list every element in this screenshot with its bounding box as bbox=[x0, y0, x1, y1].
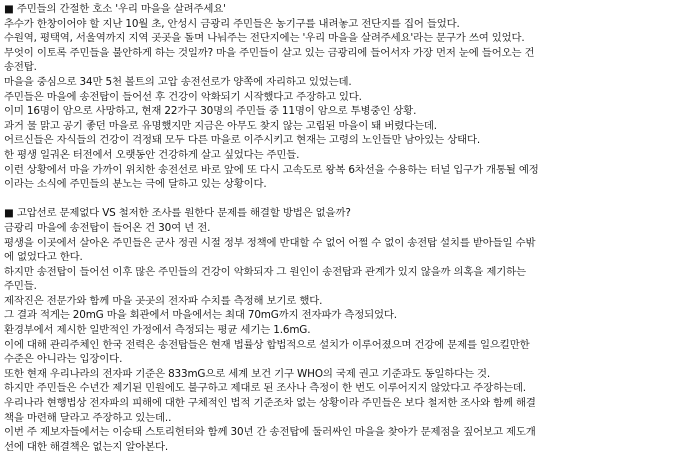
section-2-heading: ■ 고압선로 문제없다 VS 철저한 조사를 원한다 문제를 해결할 방법은 없을까? bbox=[4, 207, 351, 220]
paragraph-line: 하지만 주민들은 수년간 제기된 민원에도 불구하고 제대로 된 조사나 측정이 한 번도 이루어지지 않았다고 주장하는데. bbox=[4, 382, 526, 395]
paragraph-line: 이번 주 제보자들에서는 이승태 스토리헌터와 함께 30년 간 송전탑에 둘러싸인 마을을 찾아가 문제점을 짚어보고 제도개 bbox=[4, 426, 536, 439]
paragraph-line: 송전탑. bbox=[4, 61, 37, 74]
paragraph-line: 환경부에서 제시한 일반적인 가정에서 측정되는 평균 세기는 1.6mG. bbox=[4, 324, 311, 337]
paragraph-line: 주민들. bbox=[4, 280, 37, 293]
paragraph-line: 이미 16명이 암으로 사망하고, 현재 22가구 30명의 주민들 중 11명이 암으로 투병중인 상황. bbox=[4, 105, 417, 118]
paragraph-line: 추수가 한창이어야 할 지난 10월 초, 안성시 금광리 주민들은 농기구를 내려놓고 전단지를 집어 들었다. bbox=[4, 17, 460, 30]
paragraph-line: 우리나라 현행법상 전자파의 피해에 대한 구체적인 법적 기준조차 없는 상황이라 주민들은 보다 철저한 조사와 함께 해결 bbox=[4, 397, 536, 410]
paragraph-line: 마을을 중심으로 34만 5천 볼트의 고압 송전선로가 양쪽에 자리하고 있었는데. bbox=[4, 75, 352, 88]
paragraph-line: 이런 상황에서 마을 가까이 위치한 송전선로 바로 앞에 또 다시 고속도로 왕복 6차선을 수용하는 터널 입구가 개통될 예정 bbox=[4, 163, 539, 176]
paragraph-line: 이라는 소식에 주민들의 분노는 극에 달하고 있는 상황이다. bbox=[4, 178, 267, 191]
paragraph-line: 주민들은 마을에 송전탑이 들어선 후 건강이 악화되기 시작했다고 주장하고 있다. bbox=[4, 90, 362, 103]
paragraph-line: 그 결과 적게는 20mG 마을 회관에서 마을에서는 최대 70mG까지 전자파가 측정되었다. bbox=[4, 309, 397, 322]
paragraph-line: 하지만 송전탑이 들어선 이후 많은 주민들의 건강이 악화되자 그 원인이 송전탑과 관계가 있지 않을까 의혹을 제기하는 bbox=[4, 265, 526, 278]
section-1-heading: ■ 주민들의 간절한 호소 '우리 마을을 살려주세요' bbox=[4, 3, 226, 15]
paragraph-line: 또한 현재 우리나라의 전자파 기준은 833mG으로 세계 보건 기구 WHO의 국제 권고 기준과도 동일하다는 것. bbox=[4, 367, 491, 380]
paragraph-line: 선에 대한 해결책은 없는지 알아본다. bbox=[4, 440, 169, 453]
paragraph-line: 이에 대해 관리주체인 한국 전력은 송전탑들은 현재 법률상 합법적으로 설치가 이루어졌으며 건강에 문제를 일으킬만한 bbox=[4, 338, 530, 351]
paragraph-line: 에 없었다고 한다. bbox=[4, 251, 83, 264]
paragraph-line: 평생을 이곳에서 살아온 주민들은 군사 정권 시절 정부 정책에 반대할 수 없어 어쩔 수 없이 송전탑 설치를 받아들일 수밖 bbox=[4, 236, 536, 249]
paragraph-line: 수준은 아니라는 입장이다. bbox=[4, 353, 123, 366]
paragraph-line: 수원역, 평택역, 서울역까지 지역 곳곳을 돌며 나눠주는 전단지에는 '우리 마을을 살려주세요'라는 문구가 쓰여 있었다. bbox=[4, 32, 525, 45]
paragraph-line: 책을 마련해 달라고 주장하고 있는데.. bbox=[4, 411, 172, 424]
section-spacer bbox=[4, 192, 696, 207]
paragraph-line: 과거 물 맑고 공기 좋던 마을로 유명했지만 지금은 아무도 찾지 않는 고립된 마을이 돼 버렸다는데. bbox=[4, 119, 437, 132]
section-2-body bbox=[4, 221, 696, 455]
paragraph-line: 제작진은 전문가와 함께 마을 곳곳의 전자파 수치를 측정해 보기로 했다. bbox=[4, 294, 323, 307]
paragraph-line: 한 평생 일궈온 터전에서 오랫동안 건강하게 살고 싶었다는 주민들. bbox=[4, 148, 300, 161]
paragraph-line: 금광리 마을에 송전탑이 들어온 건 30여 년 전. bbox=[4, 221, 211, 234]
paragraph-line: 무엇이 이토록 주민들을 불안하게 하는 것일까? 마을 주민들이 살고 있는 금광리에 들어서자 가장 먼저 눈에 들어오는 건 bbox=[4, 46, 535, 59]
paragraph-line: 어르신들은 자식들의 건강이 걱정돼 모두 다른 마을로 이주시키고 현재는 고령의 노인들만 남아있는 상태다. bbox=[4, 134, 481, 147]
section-1-body bbox=[4, 17, 696, 192]
